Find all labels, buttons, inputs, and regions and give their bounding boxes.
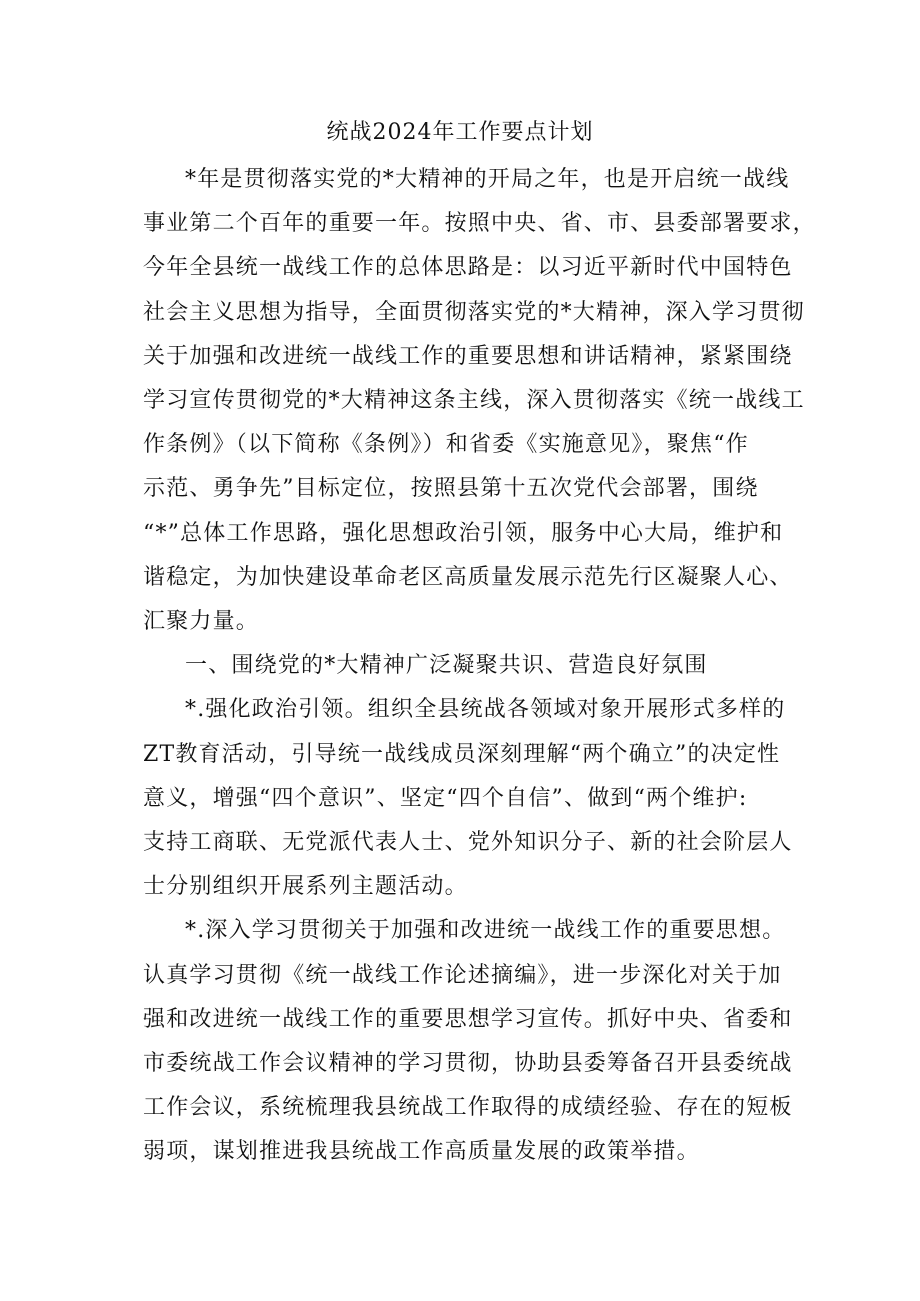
text-line: 士分别组织开展系列主题活动。 — [143, 874, 468, 900]
text-line: *.深入学习贯彻关于加强和改进统一战线工作的重要思想。 — [185, 918, 786, 944]
text-line: 学习宣传贯彻党的*大精神这条主线，深入贯彻落实《统一战线工 — [143, 388, 805, 414]
text-line: 工作会议，系统梳理我县统战工作取得的成绩经验、存在的短板 — [143, 1095, 793, 1121]
text-line: 事业第二个百年的重要一年。按照中央、省、市、县委部署要求， — [143, 211, 816, 237]
text-line: “*”总体工作思路，强化思想政治引领，服务中心大局，维护和 — [143, 520, 784, 546]
intro-paragraph — [143, 158, 816, 644]
section-heading — [143, 644, 793, 688]
study-thought-paragraph — [143, 909, 793, 1174]
text-line: *.强化政治引领。组织全县统战各领域对象开展形式多样的 — [185, 697, 786, 723]
text-line: 弱项，谋划推进我县统战工作高质量发展的政策举措。 — [143, 1139, 700, 1165]
text-line: 支持工商联、无党派代表人士、党外知识分子、新的社会阶层人 — [143, 830, 793, 856]
text-line: 市委统战工作会议精神的学习贯彻，协助县委筹备召开县委统战 — [143, 1051, 793, 1077]
text-line: 作条例》（以下简称《条例》）和省委《实施意见》，聚焦“作 — [143, 432, 749, 458]
text-line: 谐稳定，为加快建设革命老区高质量发展示范先行区凝聚人心、 — [143, 564, 793, 590]
text-line: 关于加强和改进统一战线工作的重要思想和讲话精神，紧紧围绕 — [143, 343, 793, 369]
document-title: 统战2024年工作要点计划 — [326, 120, 594, 145]
text-line: ZT教育活动，引导统一战线成员深刻理解“两个确立”的决定性 — [143, 741, 781, 767]
text-line: 汇聚力量。 — [143, 609, 260, 635]
political-guidance-paragraph — [143, 688, 793, 909]
text-line: 今年全县统一战线工作的总体思路是：以习近平新时代中国特色 — [143, 255, 793, 281]
text-line: 示范、勇争先”目标定位，按照县第十五次党代会部署，围绕 — [143, 476, 759, 502]
text-line: 认真学习贯彻《统一战线工作论述摘编》，进一步深化对关于加 — [143, 962, 782, 988]
text-line: 一、围绕党的*大精神广泛凝聚共识、营造良好氛围 — [185, 653, 708, 679]
text-line: 社会主义思想为指导，全面贯彻落实党的*大精神，深入学习贯彻 — [143, 299, 805, 325]
document-body — [143, 158, 816, 1175]
text-line: *年是贯彻落实党的*大精神的开局之年，也是开启统一战线 — [185, 167, 790, 192]
text-line: 意义，增强“四个意识”、坚定“四个自信”、做到“两个维护: — [143, 785, 748, 811]
text-line: 强和改进统一战线工作的重要思想学习宣传。抓好中央、省委和 — [143, 1006, 793, 1032]
